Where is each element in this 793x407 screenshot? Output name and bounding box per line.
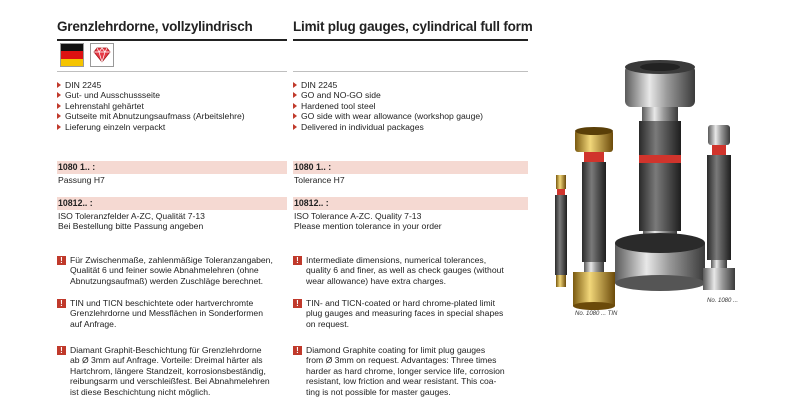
german-column — [57, 0, 287, 41]
list-item: Lehrenstahl gehärtet — [57, 101, 245, 111]
english-article-bar-2: 10812.. : — [293, 197, 528, 210]
german-divider — [57, 71, 287, 72]
list-item: Gutseite mit Abnutzungsaufmass (Arbeitslehre) — [57, 111, 245, 121]
german-article-1-desc: Passung H7 — [58, 175, 105, 185]
product-photo — [540, 55, 790, 325]
warning-icon: ! — [293, 346, 302, 355]
english-column — [293, 0, 533, 41]
list-item: DIN 2245 — [57, 80, 245, 90]
german-article-bar-2: 10812.. : — [57, 197, 287, 210]
english-article-bar-1: 1080 1.. : — [293, 161, 528, 174]
small-gauge-right — [703, 125, 735, 290]
list-item: Gut- und Ausschussseite — [57, 90, 245, 100]
german-feature-list — [57, 80, 245, 132]
german-heading-rule — [57, 39, 287, 41]
small-gauge-left — [555, 175, 567, 287]
english-heading: Limit plug gauges, cylindrical full form — [293, 19, 533, 34]
list-item: GO and NO-GO side — [293, 90, 483, 100]
list-item: Lieferung einzeln verpackt — [57, 122, 245, 132]
english-article-1-desc: Tolerance H7 — [294, 175, 345, 185]
english-feature-list — [293, 80, 483, 132]
warning-icon: ! — [57, 346, 66, 355]
list-item: DIN 2245 — [293, 80, 483, 90]
english-heading-rule — [293, 39, 528, 41]
warning-icon: ! — [57, 256, 66, 265]
list-item: Hardened tool steel — [293, 101, 483, 111]
caption-left: No. 1080 ... TIN — [575, 311, 618, 317]
english-divider — [293, 71, 528, 72]
english-article-2-desc: ISO Tolerance A-ZC. Quality 7-13 Please mention tolerance in your order — [294, 211, 442, 232]
warning-icon: ! — [57, 299, 66, 308]
list-item: Delivered in individual packages — [293, 122, 483, 132]
warning-icon: ! — [293, 299, 302, 308]
german-article-bar-1: 1080 1.. : — [57, 161, 287, 174]
large-gauge — [615, 60, 705, 291]
tin-coated-gauge — [573, 127, 615, 310]
german-flag-icon — [60, 43, 84, 67]
diamond-icon — [90, 43, 114, 67]
caption-right: No. 1080 ... — [707, 298, 739, 304]
list-item: GO side with wear allowance (workshop gauge) — [293, 111, 483, 121]
german-heading: Grenzlehrdorne, vollzylindrisch — [57, 19, 253, 34]
german-article-2-desc: ISO Toleranzfelder A-ZC, Qualität 7-13 Bei Bestellung bitte Passung angeben — [58, 211, 205, 232]
warning-icon: ! — [293, 256, 302, 265]
